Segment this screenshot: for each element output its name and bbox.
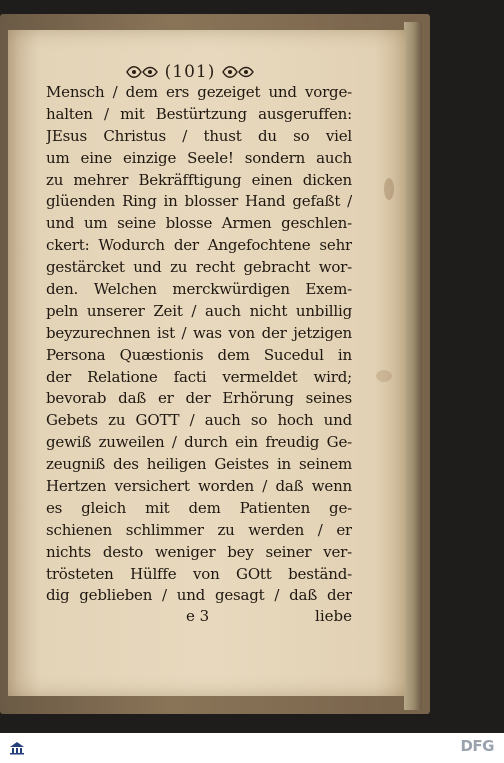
text-line: es gleich mit dem Patienten ge- (46, 498, 352, 517)
page-number: (101) (164, 62, 216, 82)
left-ornament-icon (125, 64, 159, 80)
text-line: glüenden Ring in blosser Hand gefaßt / (46, 192, 352, 211)
text-line: und um seine blosse Armen geschlen- (46, 214, 352, 233)
text-line: trösteten Hülffe von GOtt beständ- (46, 564, 352, 583)
text-line: zeugniß des heiligen Geistes in seinem (46, 455, 352, 474)
text-line: Persona Quæstionis dem Sucedul in (46, 345, 352, 364)
text-line: um eine einzige Seele! sondern auch (46, 148, 352, 167)
text-line: JEsus Christus / thust du so viel (46, 126, 352, 145)
text-line: bevorab daß er der Erhörung seines (46, 389, 352, 408)
text-line: den. Welchen merckwürdigen Exem- (46, 280, 352, 299)
text-line: gewiß zuweilen / durch ein freudig Ge- (46, 433, 352, 452)
text-line: schienen schlimmer zu werden / er (46, 520, 352, 539)
text-line: dig geblieben / und gesagt / daß der (46, 586, 352, 605)
text-line: Hertzen versichert worden / daß wenn (46, 477, 352, 496)
paper-stain (376, 370, 392, 382)
viewer-footer-bar (0, 733, 504, 763)
page-header (120, 60, 260, 84)
text-line: gestärcket und zu recht gebracht wor- (46, 258, 352, 277)
text-line: der Relatione facti vermeldet wird; (46, 367, 352, 386)
text-line: Gebets zu GOTT / auch so hoch und (46, 411, 352, 430)
right-ornament-icon (221, 64, 255, 80)
body-text (46, 82, 352, 607)
paper-stain (384, 178, 394, 200)
text-line: beyzurechnen ist / was von der jetzigen (46, 323, 352, 342)
text-line: peln unserer Zeit / auch nicht unbillig (46, 301, 352, 320)
text-line: halten / mit Bestürtzung ausgeruffen: (46, 104, 352, 123)
text-line: nichts desto weniger bey seiner ver- (46, 542, 352, 561)
text-line: zu mehrer Bekräfftigung einen dicken (46, 170, 352, 189)
text-line: ckert: Wodurch der Angefochtene sehr (46, 236, 352, 255)
catchword: liebe (315, 607, 352, 625)
page-footer (46, 606, 352, 626)
library-logo-icon (9, 741, 25, 755)
dfg-logo[interactable]: DFG (460, 737, 494, 755)
text-line: Mensch / dem ers gezeiget und vorge- (46, 83, 352, 101)
signature-mark: e 3 (186, 607, 210, 625)
book-cover-edge (404, 22, 422, 710)
library-logo[interactable] (2, 735, 32, 761)
